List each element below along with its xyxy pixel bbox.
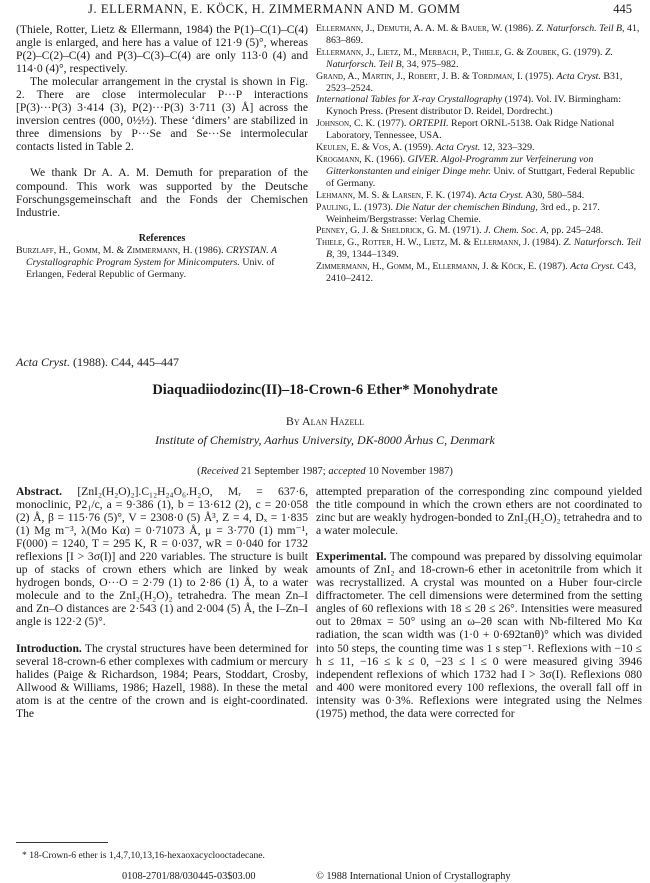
- citation-details: (1988). C44, 445–447: [73, 355, 179, 369]
- abstract-paragraph: [16, 485, 308, 629]
- reference-details: 41, 863–869.: [326, 23, 640, 46]
- reference-entry: [316, 190, 642, 202]
- running-title: J. ELLERMANN, E. KÖCK, H. ZIMMERMANN AND M. GOMM: [88, 2, 461, 16]
- introduction-paragraph: [16, 642, 308, 720]
- reference-title: GIVER. Algol-Programm zur Verfeinerung von Gitterkonstanten und einiger Dinge mehr.: [326, 153, 594, 177]
- reference-entry: [316, 225, 642, 237]
- article-affiliation: Institute of Chemistry, Aarhus University, DK-8000 Århus C, Denmark: [155, 433, 495, 447]
- introduction-heading: Introduction.: [16, 641, 82, 655]
- spacer: [16, 629, 308, 642]
- reference-authors: Grand, A., Martin, J., Robert, J. B. & Tordjman, I. (1975).: [316, 70, 554, 82]
- reference-entry: [316, 154, 642, 190]
- abstract-text: [ZnI₂(H₂O)₂].C₁₂H₂₄O₆.H₂O, Mᵣ = 637·6, monoclinic, P2₁/c, a = 9·386 (1), b = 13·612 (2), c = 20·058 (2) Å, β = 115·76 (5)°, V = 2308·0 (5) Å³, Z = 4, Dₓ = 1·835 (1) Mg m⁻³, λ(Mo Kα) = 0·71073 Å, μ = 3·770 (1) mm⁻¹, F(000) = 1240, T = 295 K, R = 0·037, wR = 0·040 for 1732 reflexions [I > 3σ(I)] and 220 variables. The structure is built up of stacks of crown ethers which are linked by weak hydrogen bonds, O···O = 2·79 (1) to 2·86 (1) Å, to a water molecule and to the ZnI₂(H₂O)₂ tetrahedra. The mean Zn–I and Zn–O distances are 2·543 (1) and 2·004 (5) Å, the I–Zn–I angle is 122·2 (5)°.: [16, 485, 309, 629]
- reference-authors: Lehmann, M. S. & Larsen, F. K. (1974).: [316, 189, 477, 201]
- prev-article-left-column: [16, 23, 308, 280]
- spacer: [16, 219, 308, 232]
- reference-details: Univ. of Stuttgart, Federal Republic of Germany.: [326, 165, 635, 189]
- reference-entry: [316, 118, 642, 142]
- received-dates: (Received 21 September 1987; accepted 10 November 1987): [197, 466, 453, 477]
- reference-details: 39, 1344–1349.: [336, 249, 399, 261]
- reference-title: International Tables for X-ray Crystallography: [316, 94, 503, 106]
- page-footer: [0, 871, 650, 883]
- prev-paragraph-1: (Thiele, Rotter, Lietz & Ellermann, 1984) the P(1)–C(1)–C(4) angle is enlarged, and here has a value of 121·9 (5)°, whereas P(2)–C(2)–C(4) and P(3)–C(3)–C(4) are only 113·0 (4) and 114·0 (4)°, respectively.: [16, 23, 308, 76]
- reference-authors: Zimmermann, H., Gomm, M., Ellermann, J. & Köck, E. (1987).: [316, 261, 568, 273]
- reference-title: Acta Cryst.: [556, 70, 601, 82]
- reference-entry: [316, 261, 642, 285]
- reference-details: A30, 580–584.: [525, 189, 585, 201]
- received-label: Received: [200, 466, 239, 477]
- reference-entry: [316, 47, 642, 71]
- reference-title: Z. Naturforsch. Teil B,: [326, 46, 613, 70]
- references-list-left: [16, 245, 308, 281]
- reference-details: 34, 975–982.: [406, 58, 459, 70]
- footnote: * 18-Crown-6 ether is 1,4,7,10,13,16-hexaoxacyclooctadecane.: [22, 850, 265, 861]
- introduction-continued: attempted preparation of the corresponding zinc compound yielded the title compound in which the crown ethers are not coordinated to zinc but are weakly hydrogen-bonded to ZnI₂(H₂O)₂ tetrahedra and to a water molecule.: [316, 485, 642, 538]
- reference-entry: [316, 202, 642, 226]
- reference-details: C43, 2410–2412.: [326, 261, 637, 285]
- reference-authors: Pauling, L. (1973).: [316, 201, 394, 213]
- reference-authors: Johnson, C. K. (1977).: [316, 118, 407, 130]
- prev-paragraph-2: The molecular arrangement in the crystal is shown in Fig. 2. There are close intermolecular P···P interactions [P(3)···P(3) 3·414 (3), P(2)···P(3) 3·711 (3) Å] across the inversion centres (000, 0½½). These ‘dimers’ are stabilized in three dimensions by P···Se and Se···Se intermolecular contacts listed in Table 2.: [16, 75, 308, 154]
- reference-authors: Burzlaff, H., Gomm, M. & Zimmermann, H. (1986).: [16, 244, 224, 256]
- experimental-column: [316, 485, 642, 720]
- reference-entry: [16, 245, 308, 281]
- acknowledgement: We thank Dr A. A. M. Demuth for preparation of the compound. This work was supported by the Deutsche Forschungsgemeinschaft and the Fonds der Chemischen Industrie.: [16, 166, 308, 219]
- reference-details: 3rd ed., p. 217. Weinheim/Bergstrasse: Verlag Chemie.: [326, 201, 600, 225]
- reference-title: Z. Naturforsch. Teil B,: [326, 237, 641, 261]
- reference-details: Univ. of Erlangen, Federal Republic of Germany.: [26, 256, 275, 280]
- accepted-label: accepted: [328, 466, 366, 477]
- reference-authors: Thiele, G., Rotter, H. W., Lietz, M. & Ellermann, J. (1984).: [316, 237, 561, 249]
- page-number: 445: [613, 2, 632, 16]
- experimental-paragraph: [316, 550, 642, 720]
- copyright-notice: © 1988 International Union of Crystallography: [316, 871, 511, 882]
- reference-title: Acta Cryst.: [435, 142, 481, 154]
- reference-authors: Ellermann, J., Lietz, M., Merbach, P., Thiele, G. & Zoubek, G. (1979).: [316, 46, 603, 58]
- abstract-heading: Abstract.: [16, 485, 63, 498]
- reference-title: CRYSTAN. A Crystallographic Program System for Minicomputers.: [26, 244, 277, 268]
- article-title: Diaquadiiodozinc(II)–18-Crown-6 Ether* Monohydrate: [152, 382, 498, 398]
- reference-title: Acta Cryst.: [570, 261, 615, 273]
- reference-entry: [316, 71, 642, 95]
- reference-details: 12, 323–329.: [482, 142, 535, 154]
- abstract-column: [16, 485, 308, 720]
- reference-title: J. Chem. Soc. A,: [484, 225, 549, 237]
- accepted-date: 10 November 1987: [368, 466, 450, 477]
- reference-entry: [316, 94, 642, 118]
- received-date: 21 September 1987;: [241, 466, 326, 477]
- article-citation: [16, 355, 179, 370]
- reference-entry: [316, 237, 642, 261]
- reference-title: ORTEPII.: [408, 118, 449, 130]
- page-header: [0, 2, 650, 20]
- reference-authors: Ellermann, J., Demuth, A. A. M. & Bauer, W. (1986).: [316, 23, 534, 34]
- reference-details: (1974). Vol. IV. Birmingham: Kynoch Press. (Present distributor D. Reidel, Dordrecht.): [326, 94, 621, 118]
- citation-journal: Acta Cryst.: [16, 355, 70, 369]
- reference-authors: Krogmann, K. (1966).: [316, 153, 406, 165]
- experimental-heading: Experimental.: [316, 550, 387, 564]
- reference-authors: Penney, G. J. & Sheldrick, G. M. (1971).: [316, 225, 482, 237]
- reference-title: Die Natur der chemischen Bindung,: [395, 201, 538, 213]
- article-author: By Alan Hazell: [285, 414, 365, 428]
- spacer: [316, 537, 642, 550]
- reference-details: B31, 2523–2524.: [326, 70, 623, 94]
- spacer: [16, 153, 308, 166]
- reference-entry: [316, 23, 642, 47]
- experimental-text: The compound was prepared by dissolving equimolar amounts of ZnI₂ and 18-crown-6 ether in acetonitrile from which it was recrystallized. A crystal was mounted on a Huber four-circle diffractometer. The cell dimensions were determined from the setting angles of 60 reflexions with 18 ≤ 2θ ≤ 26°. Intensities were measured out to 2θmax = 50° using an ω–2θ scan with Nb-filtered Mo Kα radiation, the scan width was (1·0 + 0·692tanθ)° which was divided into 50 steps, the counting time was 1 s step⁻¹. Reflexions with −10 ≤ h ≤ 11, −16 ≤ k ≤ 0, −23 ≤ l ≤ 0 were measured giving 3946 independent reflexions of which 1732 had I > 3σ(I). Reflexions 080 and 400 were monitored every 100 reflexions, the overall fall off in intensity was 0·3%. Reflexions were integrated using the Nelmes (1975) method, the data were corrected for: [316, 550, 642, 720]
- references-heading: References: [138, 232, 186, 244]
- reference-authors: Keulen, E. & Vos, A. (1959).: [316, 142, 434, 154]
- introduction-text: The crystal structures have been determined for several 18-crown-6 ether complexes with cadmium or mercury halides (Paige & Richardson, 1984; Pears, Stoddart, Crosby, Allwood & Williams, 1986; Hazell, 1988). In these the metal atom is at the centre of the crown and is eight-coordinated. The: [16, 641, 308, 720]
- issn-code: 0108-2701/88/030445-03$03.00: [122, 871, 256, 882]
- references-list-right: [316, 23, 642, 285]
- reference-title: Z. Naturforsch. Teil B,: [536, 23, 625, 34]
- reference-title: Acta Cryst.: [478, 189, 524, 201]
- footnote-rule: [16, 842, 108, 843]
- reference-entry: [316, 142, 642, 154]
- reference-details: Report ORNL-5138. Oak Ridge National Laboratory, Tennessee, USA.: [326, 118, 615, 142]
- reference-details: pp. 245–248.: [551, 225, 604, 237]
